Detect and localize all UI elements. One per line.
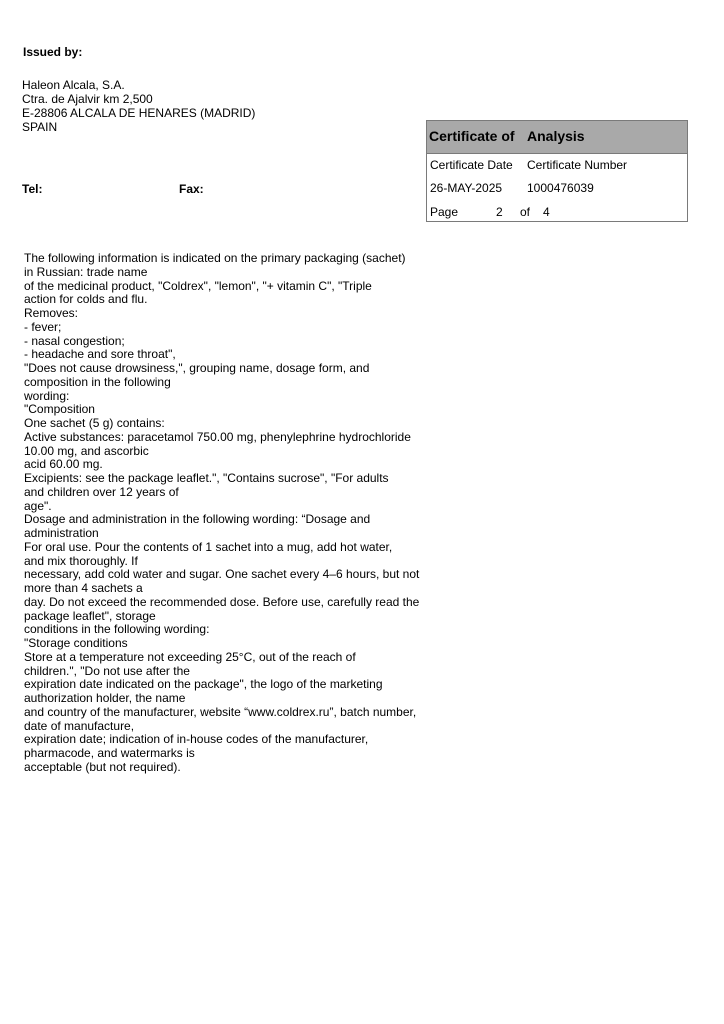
text-line: The following information is indicated on the primary packaging (sachet)	[24, 251, 406, 265]
certificate-title-part2: Analysis	[527, 128, 585, 144]
text-line: acceptable (but not required).	[24, 759, 181, 774]
page-total: 4	[543, 205, 550, 219]
issuer-address	[22, 78, 255, 134]
text-line: "Does not cause drowsiness,", grouping name, dosage form, and	[24, 361, 370, 375]
text-line: and mix thoroughly. If	[24, 553, 138, 568]
text-line: more than 4 sachets a	[24, 581, 143, 595]
page-current: 2	[496, 205, 503, 219]
text-line: - fever;	[24, 319, 62, 334]
text-line: children.", "Do not use after the	[24, 663, 190, 678]
text-line: Dosage and administration in the following wording: “Dosage and	[24, 512, 371, 527]
text-line: of the medicinal product, "Coldrex", "lemon", "+ vitamin C", "Triple	[24, 278, 372, 293]
text-line: "Composition	[24, 402, 95, 417]
page-of: of	[520, 205, 531, 219]
text-line: pharmacode, and watermarks is	[24, 746, 195, 760]
certificate-number-label: Certificate Number	[527, 158, 628, 172]
address-line: SPAIN	[22, 120, 58, 134]
text-line: package leaflet", storage	[24, 608, 156, 623]
text-line: wording:	[24, 388, 70, 403]
issued-by-label: Issued by:	[23, 45, 83, 59]
text-line: and children over 12 years of	[24, 484, 179, 499]
text-line: Excipients: see the package leaflet.", "Contains sucrose", "For adults	[24, 471, 389, 485]
text-line: expiration date; indication of in-house codes of the manufacturer,	[24, 732, 369, 747]
text-line: and country of the manufacturer, website “www.coldrex.ru”, batch number,	[24, 704, 417, 719]
text-line: "Storage conditions	[24, 636, 128, 650]
text-line: action for colds and flu.	[24, 292, 148, 307]
text-line: acid 60.00 mg.	[24, 457, 103, 472]
text-line: Active substances: paracetamol 750.00 mg, phenylephrine hydrochloride	[24, 429, 411, 444]
tel-label: Tel:	[22, 182, 43, 196]
text-line: authorization holder, the name	[24, 691, 186, 705]
text-line: Removes:	[24, 306, 79, 320]
certificate-date-value: 26-MAY-2025	[430, 181, 503, 195]
text-line: For oral use. Pour the contents of 1 sachet into a mug, add hot water,	[24, 539, 393, 554]
certificate-date-label: Certificate Date	[430, 158, 513, 172]
address-line: E-28806 ALCALA DE HENARES (MADRID)	[22, 106, 256, 120]
address-line: Haleon Alcala, S.A.	[22, 78, 125, 92]
text-line: - nasal congestion;	[24, 333, 125, 348]
certificate-number-value: 1000476039	[527, 181, 594, 195]
text-line: - headache and sore throat",	[24, 347, 176, 362]
text-line: administration	[24, 526, 99, 540]
text-line: One sachet (5 g) contains:	[24, 416, 165, 430]
packaging-information-text	[24, 252, 444, 775]
text-line: expiration date indicated on the package", the logo of the marketing	[24, 677, 383, 692]
text-line: 10.00 mg, and ascorbic	[24, 443, 149, 458]
text-line: day. Do not exceed the recommended dose. Before use, carefully read the	[24, 594, 420, 609]
page-label: Page	[430, 205, 459, 219]
address-line: Ctra. de Ajalvir km 2,500	[22, 92, 153, 106]
text-line: composition in the following	[24, 374, 171, 389]
text-line: date of manufacture,	[24, 718, 135, 733]
text-line: in Russian: trade name	[24, 264, 148, 279]
certificate-title-part1: Certificate of	[429, 128, 515, 144]
text-line: age".	[24, 498, 52, 513]
text-line: necessary, add cold water and sugar. One sachet every 4–6 hours, but not	[24, 567, 420, 582]
text-line: conditions in the following wording:	[24, 622, 210, 637]
text-line: Store at a temperature not exceeding 25°C, out of the reach of	[24, 649, 356, 664]
certificate-header	[427, 121, 687, 154]
fax-label: Fax:	[179, 182, 204, 196]
certificate-box	[426, 120, 688, 222]
